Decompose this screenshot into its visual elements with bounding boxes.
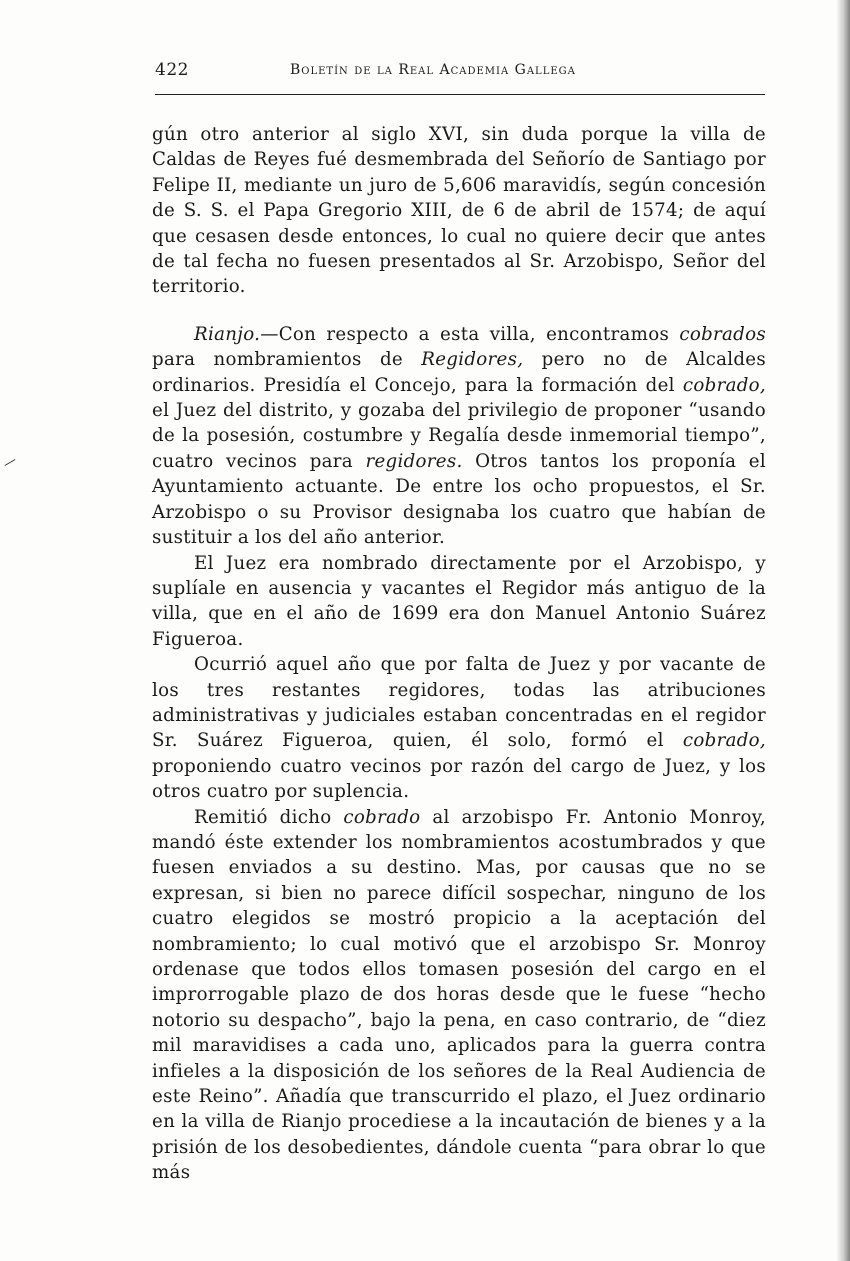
page-header [155, 56, 765, 86]
paragraph-rianjo: Rianjo.—Con respecto a esta villa, encontramos cobrados para nombramientos de Regidores, pero no de Alcaldes ordinarios. Presidía el Concejo, para la formación del cobrado, el Juez del distrito, y gozaba del privilegio de proponer “usando de la posesión, costumbre y Regalía desde inmemorial tiempo”, cuatro vecinos para regidores. Otros tantos los proponía el Ayuntamiento actuante. De entre los ocho propuestos, el Sr. Arzobispo o su Provisor designaba los cuatro que habían de sustituir a los del año anterior. [152, 323, 766, 549]
header-rule [155, 94, 765, 95]
paragraph-remitio: Remitió dicho cobrado al arzobispo Fr. Antonio Monroy, mandó éste extender los nombramientos acostumbrados y que fuesen enviados a su destino. Mas, por causas que no se expresan, si bien no parece difícil sospechar, ninguno de los cuatro elegidos se mostró propicio a la aceptación del nombramiento; lo cual motivó que el arzobispo Sr. Monroy ordenase que todos ellos tomasen posesión del cargo en el improrrogable plazo de dos horas desde que le fuese “hecho notorio su despacho”, bajo la pena, en caso contrario, de “diez mil maravidises a cada uno, aplicados para la guerra contra infieles a la disposición de los señores de la Real Audiencia de este Reino”. Añadía que transcurrido el plazo, el Juez ordinario en la villa de Rianjo procediese a la incautación de bienes y a la prisión de los desobedientes, dándole cuenta “para obrar lo que más [152, 806, 766, 1184]
margin-mark [5, 459, 16, 466]
running-head: Boletín de la Real Academia Gallega [290, 62, 576, 78]
paragraph-ocurrio: Ocurrió aquel año que por falta de Juez y por vacante de los tres restantes regidores, todas las atribuciones administrativas y judiciales estaban concentradas en el regidor Sr. Suárez Figueroa, quien, él solo, formó el cobrado, proponiendo cuatro vecinos por razón del cargo de Juez, y los otros cuatro por suplencia. [152, 654, 766, 803]
section-title-rianjo: Rianjo. [194, 323, 261, 345]
paragraph-juez: El Juez era nombrado directamente por el Arzobispo, y suplíale en ausencia y vacantes el Regidor más antiguo de la villa, que en el año de 1699 era don Manuel Antonio Suárez Figueroa. [152, 552, 766, 650]
page-number: 422 [155, 60, 189, 80]
page-edge-shadow [836, 0, 850, 1261]
paragraph-continuation: gún otro anterior al siglo XVI, sin duda porque la villa de Caldas de Reyes fué desmembrada del Señorío de Santiago por Felipe II, mediante un juro de 5,606 maravidís, según concesión de S. S. el Papa Gregorio XIII, de 6 de abril de 1574; de aquí que cesasen desde entonces, lo cual no quiere decir que antes de tal fecha no fuesen presentados al Sr. Arzobispo, Señor del territorio. [152, 124, 766, 298]
body-text [152, 122, 766, 1186]
